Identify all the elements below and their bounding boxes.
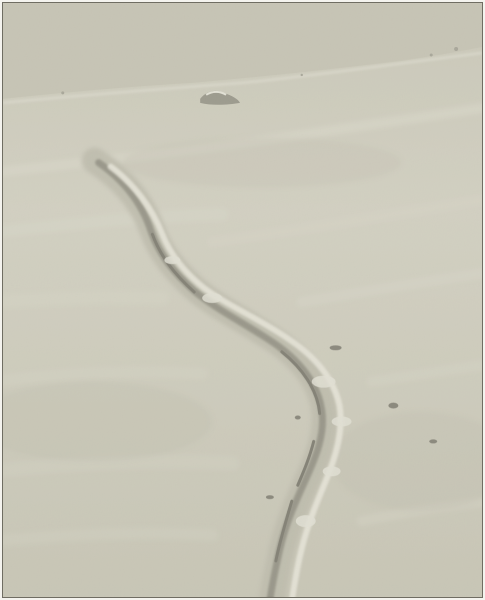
snow-field-photo — [2, 2, 483, 598]
snow-scene — [3, 3, 482, 597]
photo-grain — [3, 3, 482, 597]
